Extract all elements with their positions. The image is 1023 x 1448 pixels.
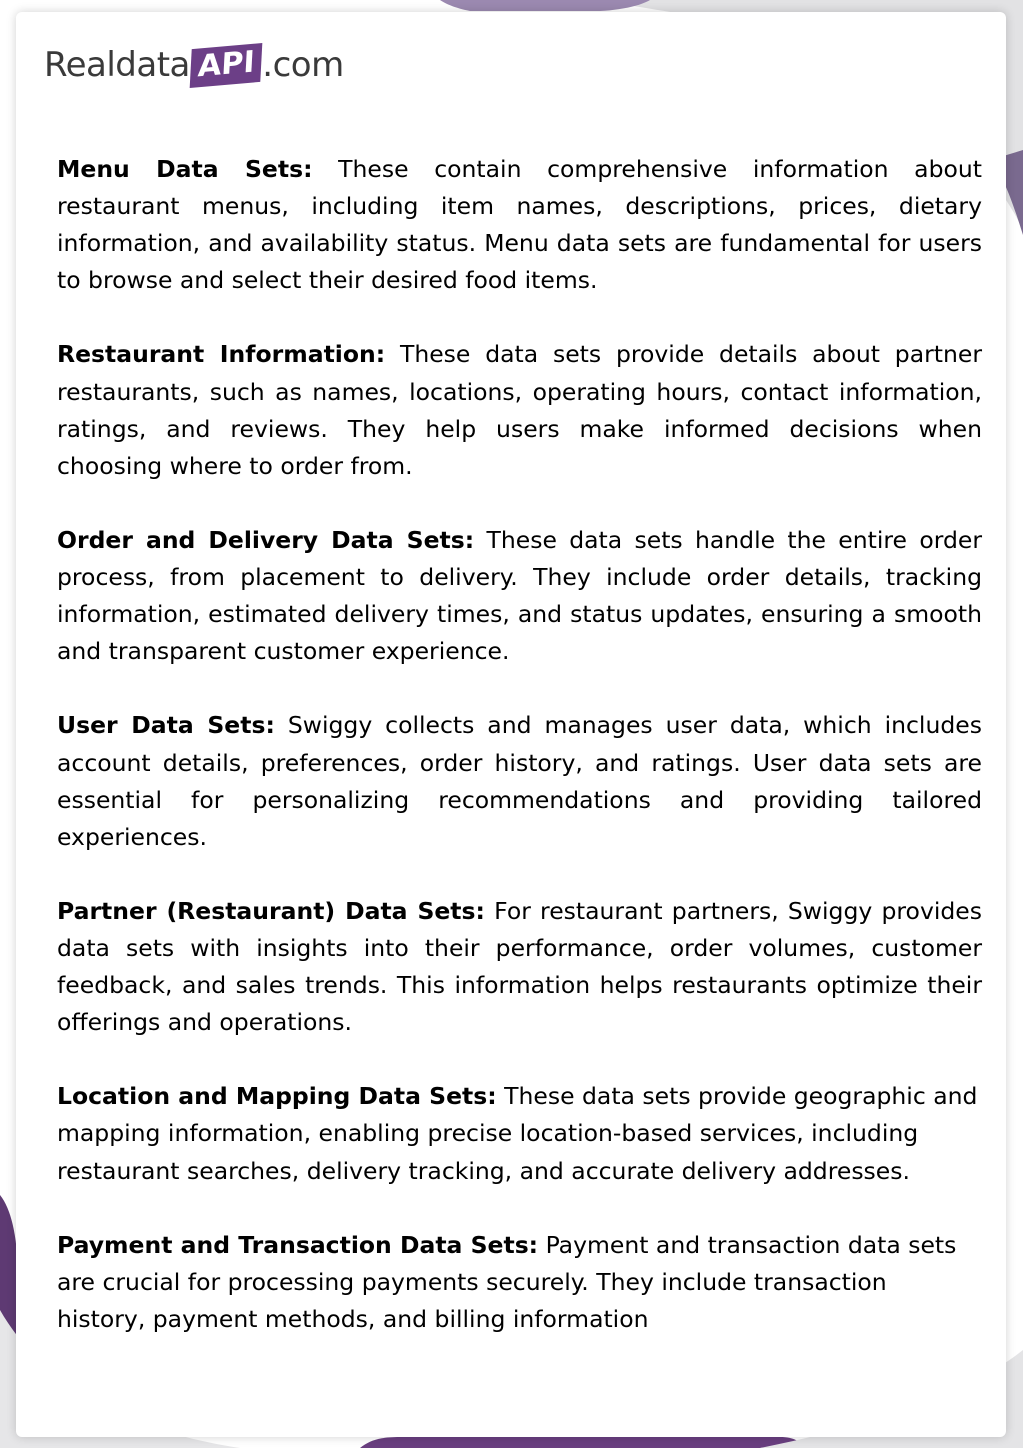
section-menu-data <box>57 151 982 299</box>
article-body <box>57 151 982 1375</box>
section-restaurant-information <box>57 336 982 484</box>
section-body: These data sets provide details about partner restaurants, such as names, locations, operating hours, contact information, ratings, and reviews. They help users make informed decisions when choosing where to order from. <box>57 340 982 480</box>
section-heading: Menu Data Sets: <box>57 155 313 183</box>
logo-badge: API <box>190 43 263 88</box>
section-body: These data sets provide geographic and mapping information, enabling precise location-based services, including restaurant searches, delivery tracking, and accurate delivery addresses. <box>57 1082 978 1185</box>
section-body: These data sets handle the entire order process, from placement to delivery. They include order details, tracking information, estimated delivery times, and status updates, ensuring a smooth and transparent customer experience. <box>57 525 982 666</box>
section-user-data <box>57 707 982 855</box>
section-location-mapping <box>57 1078 982 1189</box>
section-body: For restaurant partners, Swiggy provides data sets with insights into their performance, order volumes, customer feedback, and sales trends. This information helps restaurants optimize their offerings and operations. <box>57 896 982 1037</box>
section-payment-transaction <box>57 1227 982 1338</box>
logo-suffix: .com <box>262 45 344 85</box>
logo-prefix: Realdata <box>44 45 190 85</box>
section-heading: Order and Delivery Data Sets: <box>57 525 475 554</box>
section-order-delivery <box>57 522 982 670</box>
section-body: Swiggy collects and manages user data, which includes account details, preferences, order history, and ratings. User data sets are essential for personalizing recommendations and providing tailored experiences. <box>57 711 982 851</box>
section-heading: Payment and Transaction Data Sets: <box>57 1230 539 1259</box>
section-partner-data <box>57 893 982 1041</box>
section-heading: User Data Sets: <box>57 711 275 740</box>
section-heading: Partner (Restaurant) Data Sets: <box>57 896 485 925</box>
brand-logo <box>44 38 344 92</box>
section-body: These contain comprehensive information about restaurant menus, including item names, descriptions, prices, dietary information, and availability status. Menu data sets are fundamental for users to browse and select their desired food items. <box>57 155 982 295</box>
section-body: Payment and transaction data sets are crucial for processing payments securely. They include transaction history, payment methods, and billing information <box>57 1230 957 1333</box>
section-heading: Restaurant Information: <box>57 340 386 369</box>
section-heading: Location and Mapping Data Sets: <box>57 1082 497 1111</box>
